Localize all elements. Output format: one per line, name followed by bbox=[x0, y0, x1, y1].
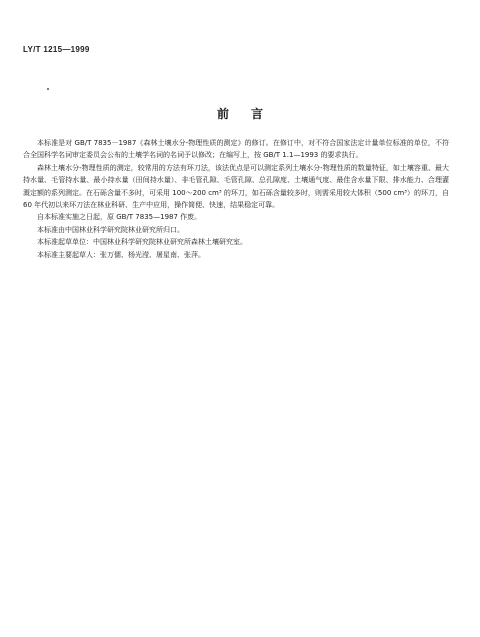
paragraph: 森林土壤水分-物理性质的测定，较常用的方法有环刀法，该法优点是可以测定系列土壤水分-物理性质的数量特征，如土壤容重、最大持水量、毛管持水量、最小持水量（田间持水量）、非毛管孔隙、毛管孔隙、总孔隙度、土壤通气度、最佳含水量下限、排水能力、合理灌溉定额的系列测定。在石砾含量不多时，可采用 100～200 cm³ 的环刀，如石砾含量较多时，则需采用较大体积（500 cm³）的环刀，自 60 年代初以来环刀法在林业科研、生产中应用，操作简便、快速，结果稳定可靠。 bbox=[23, 163, 449, 210]
paragraph: 自本标准实施之日起，原 GB/T 7835—1987 作废。 bbox=[37, 213, 202, 222]
paragraph: 本标准由中国林业科学研究院林业研究所归口。 bbox=[37, 225, 184, 234]
standard-code: LY/T 1215—1999 bbox=[23, 45, 90, 54]
scan-speck bbox=[47, 88, 49, 90]
paragraph: 本标准是对 GB/T 7835－1987《森林土壤水分-物理性质的测定》的修订。在修订中，对不符合国家法定计量单位标准的单位，不符合全国科学名词审定委员会公布的土壤学名词的名词予以修改；在编写上，按 GB/T 1.1—1993 的要求执行。 bbox=[23, 139, 449, 160]
foreword-body bbox=[23, 137, 449, 261]
paragraph: 本标准起草单位：中国林业科学研究院林业研究所森林土壤研究室。 bbox=[37, 238, 247, 247]
paragraph: 本标准主要起草人：张万儒、杨光滢、屠星南、张萍。 bbox=[37, 250, 205, 259]
page-title: 前言 bbox=[216, 107, 285, 121]
